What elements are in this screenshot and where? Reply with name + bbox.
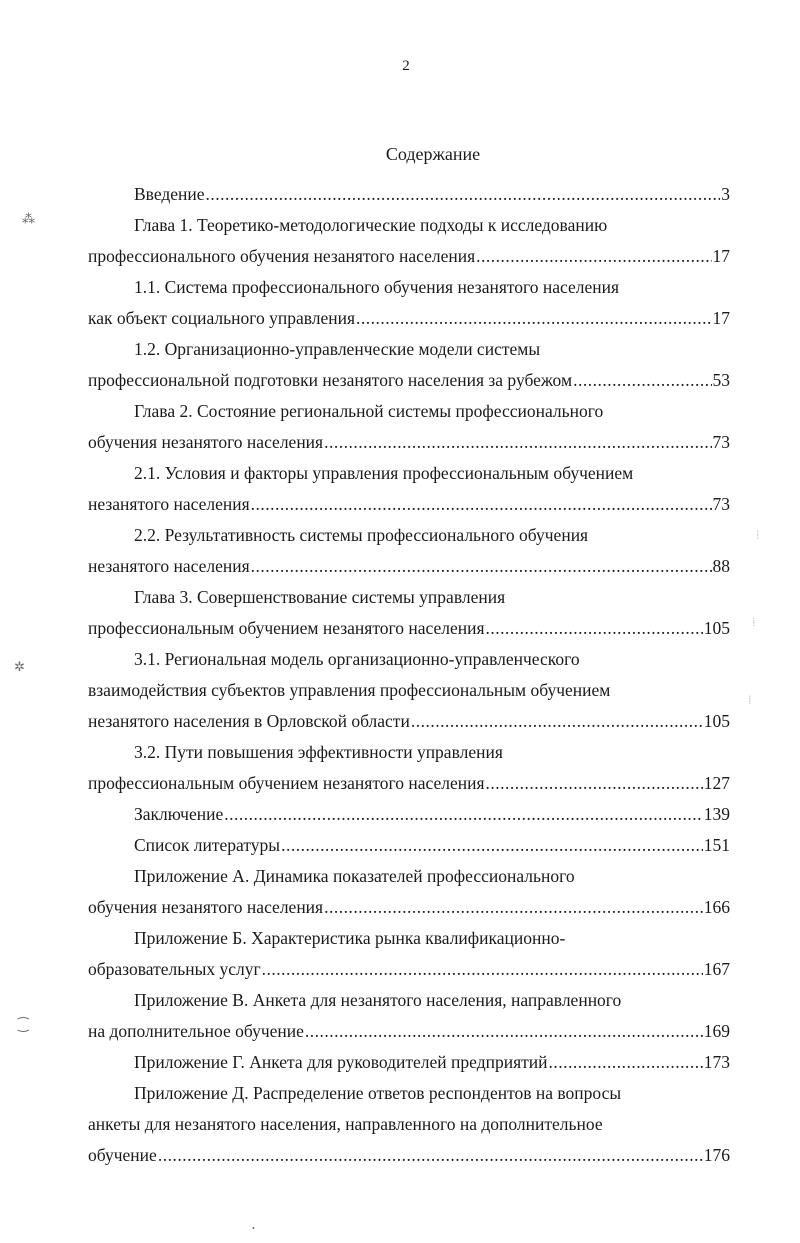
dot-leader (224, 799, 703, 830)
dot-leader (356, 303, 711, 334)
toc-page-number: 173 (703, 1052, 730, 1072)
dot-leader (206, 179, 721, 210)
toc-entry-text: Глава 1. Теоретико-методологические подходы к исследованию (134, 215, 608, 235)
dot-leader (251, 551, 712, 582)
dot-leader (305, 1016, 703, 1047)
toc-entry-text: профессиональным обучением незанятого населения (88, 773, 485, 793)
dot-leader (573, 365, 711, 396)
dot-leader (251, 489, 712, 520)
dot-leader (486, 613, 703, 644)
scan-speck: • (252, 1224, 255, 1233)
scan-speck: ⁞ (756, 527, 760, 542)
dot-leader (281, 830, 703, 861)
toc-page-number: 166 (703, 897, 730, 917)
page-number: 2 (402, 58, 410, 74)
toc-entry-text: Глава 2. Состояние региональной системы профессионального (134, 401, 604, 421)
toc-entry-line-final (88, 551, 730, 582)
toc-entry (88, 923, 730, 985)
dot-leader (158, 1140, 703, 1171)
scan-speck: ✲ (14, 659, 25, 674)
toc-entry-line-final (88, 830, 730, 861)
toc-entry-text: взаимодействия субъектов управления профессиональным обучением (88, 680, 611, 700)
toc-entry-text: обучения незанятого населения (88, 897, 324, 917)
toc-entry-line-final (88, 365, 730, 396)
toc-entry-text: 3.2. Пути повышения эффективности управления (134, 742, 503, 762)
toc-page-number: 127 (703, 773, 730, 793)
toc-entry-line-final (88, 1016, 730, 1047)
toc-entry (88, 985, 730, 1047)
toc-page-number: 53 (712, 370, 730, 390)
toc-entry-text: Глава 3. Совершенствование системы управления (134, 587, 506, 607)
toc-entry (88, 458, 730, 520)
dot-leader (549, 1047, 703, 1078)
toc-entry-text: Приложение Д. Распределение ответов респондентов на вопросы (134, 1083, 622, 1103)
toc-entry (88, 179, 730, 210)
toc-entry-text: Приложение А. Динамика показателей профессионального (134, 866, 575, 886)
toc-entry-text: профессионального обучения незанятого населения (88, 246, 476, 266)
toc-entry-line-final (88, 799, 730, 830)
toc-entry-text: профессиональной подготовки незанятого населения за рубежом (88, 370, 573, 390)
dot-leader (324, 427, 711, 458)
toc-entry-text: 2.2. Результативность системы профессионального обучения (134, 525, 589, 545)
toc-entry-line-final (88, 954, 730, 985)
toc-entry (88, 334, 730, 396)
toc-entry (88, 210, 730, 272)
scan-speck: ⁐ (18, 1017, 29, 1032)
toc-entry-text: Приложение Г. Анкета для руководителей предприятий (134, 1052, 548, 1072)
toc-entry-text: как объект социального управления (88, 308, 356, 328)
dot-leader (486, 768, 703, 799)
toc-entry-text: 1.1. Система профессионального обучения незанятого населения (134, 277, 620, 297)
toc-entry-line-final (88, 241, 730, 272)
toc-entry-text: 3.1. Региональная модель организационно-управленческого (134, 649, 580, 669)
dot-leader (411, 706, 703, 737)
toc-entry (88, 396, 730, 458)
toc-entry (88, 582, 730, 644)
toc-entry-text: Список литературы (134, 835, 281, 855)
toc-entry (88, 1078, 730, 1171)
toc-entry-line-final (88, 706, 730, 737)
dot-leader (476, 241, 711, 272)
toc-page-number: 176 (703, 1145, 730, 1165)
toc-entry (88, 737, 730, 799)
toc-entry-line-final (88, 427, 730, 458)
toc-entry-text: образовательных услуг (88, 959, 261, 979)
toc-page-number: 139 (703, 804, 730, 824)
toc-page-number: 105 (703, 711, 730, 731)
toc-entry-text: незанятого населения (88, 494, 250, 514)
toc-entry (88, 272, 730, 334)
toc-entry (88, 520, 730, 582)
toc-entry-text: обучения незанятого населения (88, 432, 324, 452)
toc-entry-text: на дополнительное обучение (88, 1021, 304, 1041)
toc-entry-line-final (88, 1140, 730, 1171)
toc-entry-line-final (88, 303, 730, 334)
toc-page-number: 88 (712, 556, 730, 576)
dot-leader (262, 954, 703, 985)
toc-entry-line-final (88, 1047, 730, 1078)
scan-speck: ⁂ (22, 211, 35, 226)
scan-speck: ⁞ (748, 692, 752, 707)
toc-page-number: 105 (703, 618, 730, 638)
toc-page-number: 73 (712, 432, 730, 452)
toc-page-number: 17 (712, 308, 730, 328)
toc-entry-text: Приложение В. Анкета для незанятого населения, направленного (134, 990, 622, 1010)
table-of-contents (88, 179, 730, 1171)
dot-leader (324, 892, 703, 923)
toc-entry-line-final (88, 489, 730, 520)
toc-entry-text: Приложение Б. Характеристика рынка квалификационно- (134, 928, 566, 948)
toc-entry (88, 861, 730, 923)
toc-entry-text: Заключение (134, 804, 224, 824)
toc-entry-text: незанятого населения (88, 556, 250, 576)
toc-entry-line-final (88, 179, 730, 210)
toc-title: Содержание (385, 144, 481, 164)
toc-entry-text: обучение (88, 1145, 157, 1165)
toc-entry-text: незанятого населения в Орловской области (88, 711, 410, 731)
toc-page-number: 167 (703, 959, 730, 979)
toc-page-number: 17 (712, 246, 730, 266)
toc-entry (88, 644, 730, 737)
toc-entry (88, 830, 730, 861)
toc-entry-text: анкеты для незанятого населения, направленного на дополнительное (88, 1114, 603, 1134)
toc-entry (88, 1047, 730, 1078)
toc-entry-text: Введение (134, 184, 205, 204)
toc-entry-line-final (88, 768, 730, 799)
toc-entry (88, 799, 730, 830)
toc-page-number: 169 (703, 1021, 730, 1041)
toc-page-number: 73 (712, 494, 730, 514)
toc-page-number: 3 (721, 184, 730, 204)
toc-entry-text: профессиональным обучением незанятого населения (88, 618, 485, 638)
scan-speck: ⁞ (752, 614, 756, 629)
toc-page-number: 151 (703, 835, 730, 855)
toc-entry-text: 1.2. Организационно-управленческие модели системы (134, 339, 541, 359)
toc-entry-line-final (88, 613, 730, 644)
toc-entry-line-final (88, 892, 730, 923)
toc-entry-text: 2.1. Условия и факторы управления профессиональным обучением (134, 463, 634, 483)
